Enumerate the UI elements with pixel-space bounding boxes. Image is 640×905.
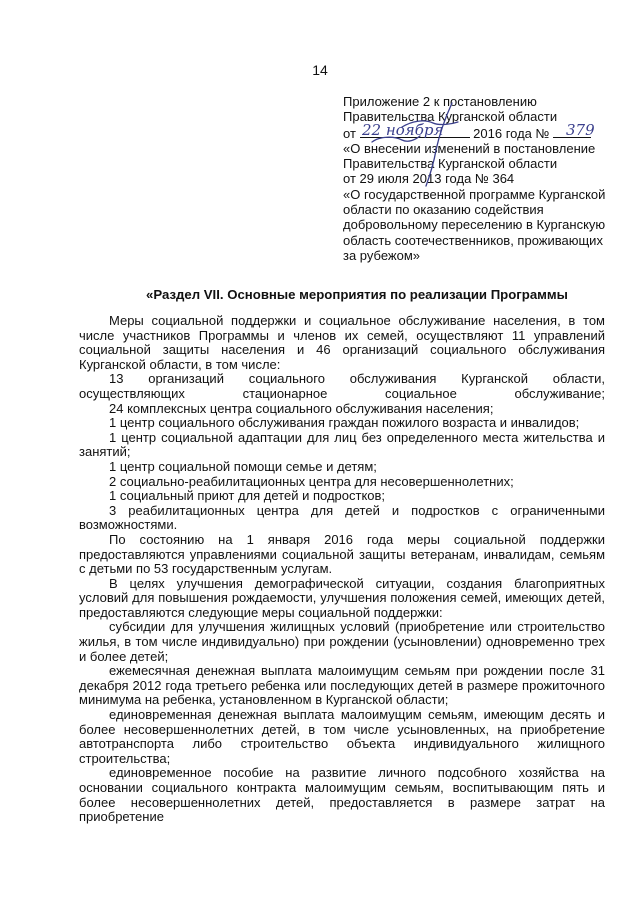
appendix-line: за рубежом»: [343, 247, 421, 263]
paragraph: единовременная денежная выплата малоимущим семьям, имеющим десять и более несовершеннолетних детей, в том числе усыновленных, на приобретение автотранспорта либо строительство объекта индивидуального жилищного строительства;: [79, 707, 605, 766]
appendix-line: добровольному переселению в Курганскую: [343, 217, 606, 233]
appendix-line: Правительства Курганской области: [343, 156, 558, 172]
page-number: 14: [312, 62, 328, 78]
handwritten-date: 22 ноября: [362, 121, 444, 139]
section-heading: «Раздел VII. Основные мероприятия по реализации Программы: [146, 287, 568, 302]
body-text: [79, 314, 605, 825]
appendix-line: «О внесении изменений в постановление: [343, 140, 596, 156]
paragraph: 24 комплексных центра социального обслуживания населения;: [109, 400, 494, 416]
year-number-label: 2016 года №: [473, 125, 550, 141]
appendix-line: от 29 июля 2013 года № 364: [343, 171, 515, 187]
paragraph: 1 социальный приют для детей и подростков;: [109, 488, 386, 504]
paragraph: 1 центр социального обслуживания граждан пожилого возраста и инвалидов;: [109, 415, 580, 431]
paragraph: Меры социальной поддержки и социальное обслуживание населения, в том числе участников Программы и членов их семей, осуществляют 11 управлений социальной защиты населения и 46 организаций социального обслуживания Курганской области, в том числе:: [79, 313, 605, 372]
appendix-line: «О государственной программе Курганской: [343, 186, 606, 202]
appendix-line: Приложение 2 к постановлению: [343, 94, 537, 109]
paragraph: единовременное пособие на развитие личного подсобного хозяйства на основании социального контракта малоимущим семьям, воспитывающим пять и более несовершеннолетних детей, предоставляется в размере затрат на приобретение: [79, 765, 605, 825]
appendix-line: Правительства Курганской области: [343, 109, 558, 125]
paragraph: субсидии для улучшения жилищных условий (приобретение или строительство жилья, в том числе индивидуально) при рождении (усыновлении) одновременно трех и более детей;: [79, 619, 605, 664]
paragraph: 1 центр социальной адаптации для лиц без определенного места жительства и занятий;: [79, 429, 605, 460]
appendix-date-line: [343, 125, 613, 141]
paragraph: 1 центр социальной помощи семье и детям;: [109, 458, 377, 474]
appendix-block: [343, 94, 613, 263]
paragraph: В целях улучшения демографической ситуации, создания благоприятных условий для повышения рождаемости, улучшения положения семей, имеющих детей, предоставляются следующие меры социальной поддержки:: [79, 575, 605, 620]
paragraph: По состоянию на 1 января 2016 года меры социальной поддержки предоставляются управлениями социальной защиты ветеранам, инвалидам, семьям с детьми по 53 государственным услугам.: [79, 531, 605, 577]
paragraph: ежемесячная денежная выплата малоимущим семьям при рождении после 31 декабря 2012 года третьего ребенка или последующих детей в размере прожиточного минимума на ребенка, установленном в Курганской области;: [79, 663, 605, 708]
number-blank: [553, 125, 591, 138]
paragraph: 2 социально-реабилитационных центра для несовершеннолетних;: [109, 473, 514, 489]
appendix-line: области по оказанию содействия: [343, 202, 544, 218]
paragraph: 13 организаций социального обслуживания Курганской области, осуществляющих стационарное социальное обслуживание;: [79, 371, 605, 401]
date-blank: [360, 125, 470, 138]
handwritten-number: 379: [566, 121, 595, 139]
date-prefix: от: [343, 125, 356, 141]
paragraph: 3 реабилитационных центра для детей и подростков с ограниченными возможностями.: [79, 502, 605, 533]
appendix-line: область соотечественников, проживающих: [343, 232, 603, 248]
